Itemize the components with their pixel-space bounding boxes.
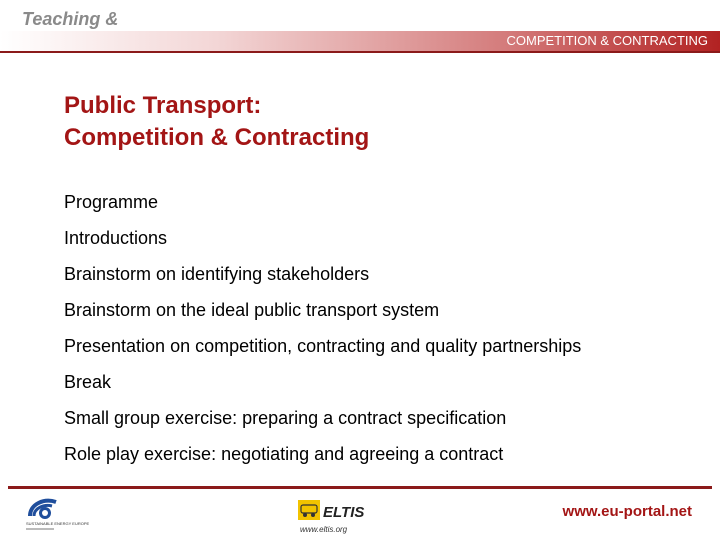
footer-divider: [8, 486, 712, 489]
agenda-list: [64, 184, 581, 472]
logo-line-1: Teaching &: [22, 9, 119, 29]
agenda-item: Presentation on competition, contracting and quality partnerships: [64, 336, 582, 356]
agenda-item: Role play exercise: negotiating and agreeing a contract: [64, 444, 504, 464]
eltis-url: www.eltis.org: [300, 525, 348, 534]
slide-title: [64, 90, 369, 154]
slide-title-line-1: Public Transport:: [64, 92, 262, 119]
slide-title-line-2: Competition & Contracting: [64, 124, 370, 151]
agenda-item: Small group exercise: preparing a contract specification: [64, 408, 507, 428]
agenda-item: Programme: [64, 192, 159, 212]
eltis-logo: [296, 496, 380, 536]
eltis-name: ELTIS: [323, 504, 365, 521]
portal-link[interactable]: www.eu-portal.net: [562, 503, 692, 520]
eu-sustainable-energy-logo: [24, 494, 90, 532]
agenda-item: Brainstorm on the ideal public transport system: [64, 300, 440, 320]
agenda-item: Introductions: [64, 228, 168, 248]
section-label: COMPETITION & CONTRACTING: [506, 33, 708, 48]
header-divider: [0, 51, 720, 53]
agenda-item: Brainstorm on identifying stakeholders: [64, 264, 370, 284]
agenda-item: Break: [64, 372, 112, 392]
eu-logo-text: SUSTAINABLE ENERGY EUROPE: [26, 521, 90, 526]
